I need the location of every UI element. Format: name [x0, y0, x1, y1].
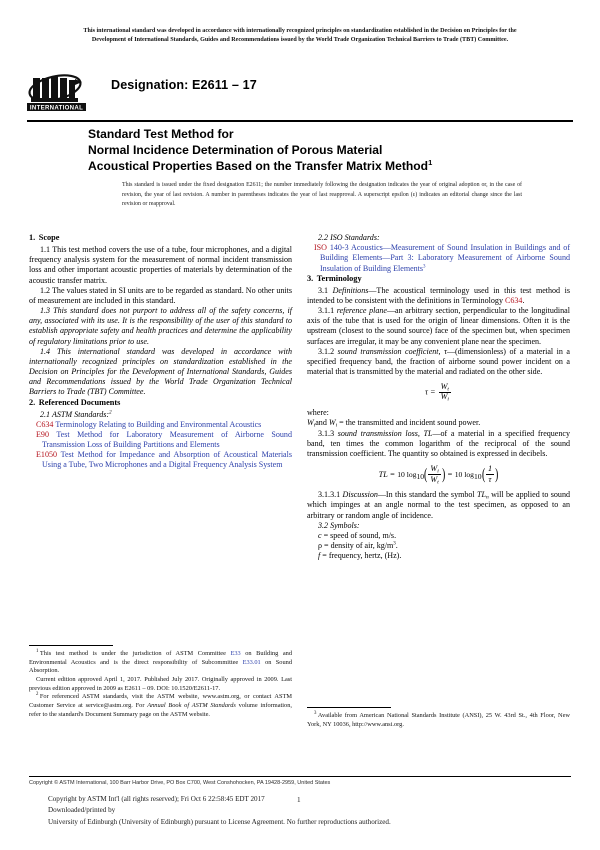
standard-designation[interactable]: E1050 [36, 450, 58, 460]
masthead-divider [27, 120, 573, 122]
page-title [88, 126, 558, 174]
standard-ref-e1050[interactable] [29, 450, 292, 470]
issue-note: This standard is issued under the fixed designation E2611; the number immediately following the designation indicates the year of original adoption or, in the case of revision, the year of last revision. A number in parentheses indicates the year of last reapproval. A superscript epsilon (ε) indicates an editorial change since the last revision or reapproval. [122, 182, 522, 208]
symbol-f: f = frequency, hertz, (Hz). [318, 551, 402, 561]
iso-designation-number[interactable]: 140-3 [329, 243, 349, 253]
footnote-2: $^2$ For referenced ASTM standards, visit the ASTM website, www.astm.org, or contact ASTM Customer Service at service@astm.org. For Annual Book of ASTM Standards volume information, refer to the standard's Document Summary page on the ASTM website. [29, 692, 292, 718]
footnotes-right [307, 712, 570, 729]
footnote-1-edition: Current edition approved April 1, 2017. Published July 2017. Originally approved in 2009. Last previous edition approved in 2009 as E2611 – 09. DOI: 10.1520/E2611-17. [29, 675, 292, 692]
left-column [29, 233, 292, 471]
download-line-3: University of Edinburgh (University of Edinburgh) pursuant to License Agreement. No further reproductions authorized. [48, 817, 391, 826]
standard-ref-iso-140-3[interactable] [307, 243, 570, 274]
definition-3-1-3: 3.1.3 sound transmission loss, TL—of a material in a specified frequency band, ten times the common logarithm of the reciprocal of the sound transmission coefficient. The quantity so obtained is expressed in decibels. [307, 428, 571, 458]
standard-designation[interactable]: E90 [36, 429, 49, 439]
section-title-3: Terminology [316, 273, 362, 283]
definition-3-1-3-1: 3.1.3.1 Discussion—In this standard the symbol TLn will be applied to sound which impinges at an angle normal to the test specimen, as opposed to an arbitrary or random angle of incidence. [307, 490, 570, 520]
iso-standards-heading: 2.2 ISO Standards: [318, 233, 380, 242]
footnote-3: $^3$ Available from American National Standards Institute (ANSI), 25 W. 43rd St., 4th Floor, New York, NY 10036, http://www.ansi.org. [307, 710, 570, 728]
tbt-banner [30, 27, 570, 45]
iso-footnote-marker: 3 [423, 263, 426, 269]
definition-3-1-1: 3.1.1 reference plane—an arbitrary section, perpendicular to the longitudinal axis of the tube that is used for the origin of linear dimensions. Often it is the upstream (closest to the sound source) face of the specimen but, when specimen surfaces are irregular, it may be any convenient plane near the specimen. [307, 306, 570, 346]
astm-standards-footnote-marker: 2 [109, 409, 112, 415]
astm-standards-heading: 2.1 ASTM Standards:$^2$ [40, 409, 112, 419]
where-definition: Wtand Wi = the transmitted and incident sound power. [307, 418, 481, 429]
footnotes-left [29, 650, 292, 719]
masthead [27, 70, 573, 116]
section-number-2: 2. [29, 397, 36, 407]
section-heading-scope [29, 233, 292, 243]
page-number: 1 [297, 796, 301, 804]
paragraph-1-3: 1.3 This standard does not purport to address all of the safety concerns, if any, associated with its use. It is the responsibility of the user of this standard to establish appropriate safety and health practices and determine the applicability of regulatory limitations prior to use. [29, 306, 292, 346]
standard-title[interactable]: Terminology Relating to Building and Environmental Acoustics [55, 419, 262, 429]
footnote-divider-left [29, 645, 113, 646]
link-e33[interactable]: E33 [230, 650, 241, 657]
download-line-1: Copyright by ASTM Int'l (all rights reserved); Fri Oct 6 22:58:45 EDT 2017 [48, 795, 265, 803]
section-heading-referenced-documents [29, 398, 292, 408]
link-c634[interactable]: C634 [504, 295, 523, 305]
iso-designation-prefix[interactable]: ISO [314, 243, 327, 253]
right-column [307, 233, 570, 562]
symbol-c: c = speed of sound, m/s. [318, 530, 397, 540]
paragraph-1-2: 1.2 The values stated in SI units are to be regarded as standard. No other units of measurement are included in this standard. [29, 285, 292, 305]
download-line-2: Downloaded/printed by [48, 806, 116, 815]
standard-designation[interactable]: C634 [36, 419, 54, 429]
title-line-3: Acoustical Properties Based on the Transfer Matrix Method$^1$ [88, 158, 433, 174]
paragraph-1-4: 1.4 This international standard was developed in accordance with internationally recognized principles on standardization established in the Decision on Principles for the Development of International Standards, Guides and Recommendations issued by the World Trade Organization Technical Barriers to Trade (TBT) Committee. [29, 346, 292, 397]
standard-title[interactable]: Test Method for Impedance and Absorption of Acoustical Materials Using a Tube, Two Microphones and a Digital Frequency Analysis System [42, 450, 292, 470]
where-label: where: [307, 407, 329, 417]
copyright-notice: Copyright © ASTM International, 100 Barr Harbor Drive, PO Box C700, West Conshohocken, PA 19428-2959, United States [29, 780, 331, 786]
standard-ref-c634[interactable] [29, 420, 292, 430]
section-number-1: 1. [29, 233, 36, 242]
astm-logo-icon [27, 70, 95, 116]
equation-tl: TL = 10 log10( $\frac{Wi}{Wt}$ ) = 10 log10( $\frac{1}{\tau}$ ) [378, 463, 499, 485]
symbol-rho: ρ = density of air, $kg/m^3$. [318, 541, 398, 551]
definition-3-1-2: 3.1.2 sound transmission coefficient, τ—(dimensionless) of a material in a specified frequency band, the fraction of airborne sound power incident on a material that is transmitted by the material and radiated on the other side. [307, 346, 571, 377]
section-title-2: Referenced Documents [38, 397, 121, 407]
footnote-divider-right [307, 707, 391, 708]
bottom-divider [29, 776, 571, 777]
title-line-2: Normal Incidence Determination of Porous Material [88, 143, 383, 158]
tbt-banner-line1: This international standard was developed in accordance with internationally recognized principles on standardization established in the Decision on Principles for the [83, 28, 517, 34]
section-heading-terminology [307, 274, 570, 284]
iso-standard-title[interactable]: Acoustics—Measurement of Sound Insulation in Buildings and of Building Elements—Part 3: Laboratory Measurement of Airborne Sound Insulation of Building Elements [320, 243, 570, 273]
definition-3-1: 3.1 Definitions—The acoustical terminology used in this test method is intended to be consistent with the definitions in Terminology C634. [307, 285, 570, 305]
standard-title[interactable]: Test Method for Laboratory Measurement of Airborne Sound Transmission Loss of Building Partitions and Elements [42, 429, 292, 450]
symbols-heading: 3.2 Symbols: [318, 520, 360, 530]
standard-ref-e90[interactable] [29, 430, 292, 450]
designation-label: Designation: E2611 – 17 [111, 78, 257, 92]
footnote-1: $^1$ This test method is under the jurisdiction of ASTM Committee E33 on Building and Environmental Acoustics and is the direct responsibility of Subcommittee E33.01 on Sound Absorption. [29, 648, 293, 675]
title-line-1: Standard Test Method for [88, 127, 234, 141]
section-title-1: Scope [38, 233, 60, 242]
paragraph-1-1: 1.1 This test method covers the use of a tube, four microphones, and a digital frequency analysis system for the measurement of normal incident transmission loss and other important acoustic properties of materials by determination of the acoustic transfer matrix. [29, 244, 292, 285]
astm-logo [27, 70, 95, 116]
link-e33-01[interactable]: E33.01 [242, 658, 261, 666]
equation-tau: τ = $\frac{Wt}{Wi}$ [425, 381, 449, 403]
title-footnote-marker: 1 [428, 158, 433, 168]
tbt-banner-line2: Development of International Standards, Guides and Recommendations issued by the World Trade Organization Technical Barriers to Trade (TBT) Committee. [91, 37, 509, 44]
svg-text:INTERNATIONAL: INTERNATIONAL [29, 104, 84, 112]
section-number-3: 3. [307, 273, 314, 283]
